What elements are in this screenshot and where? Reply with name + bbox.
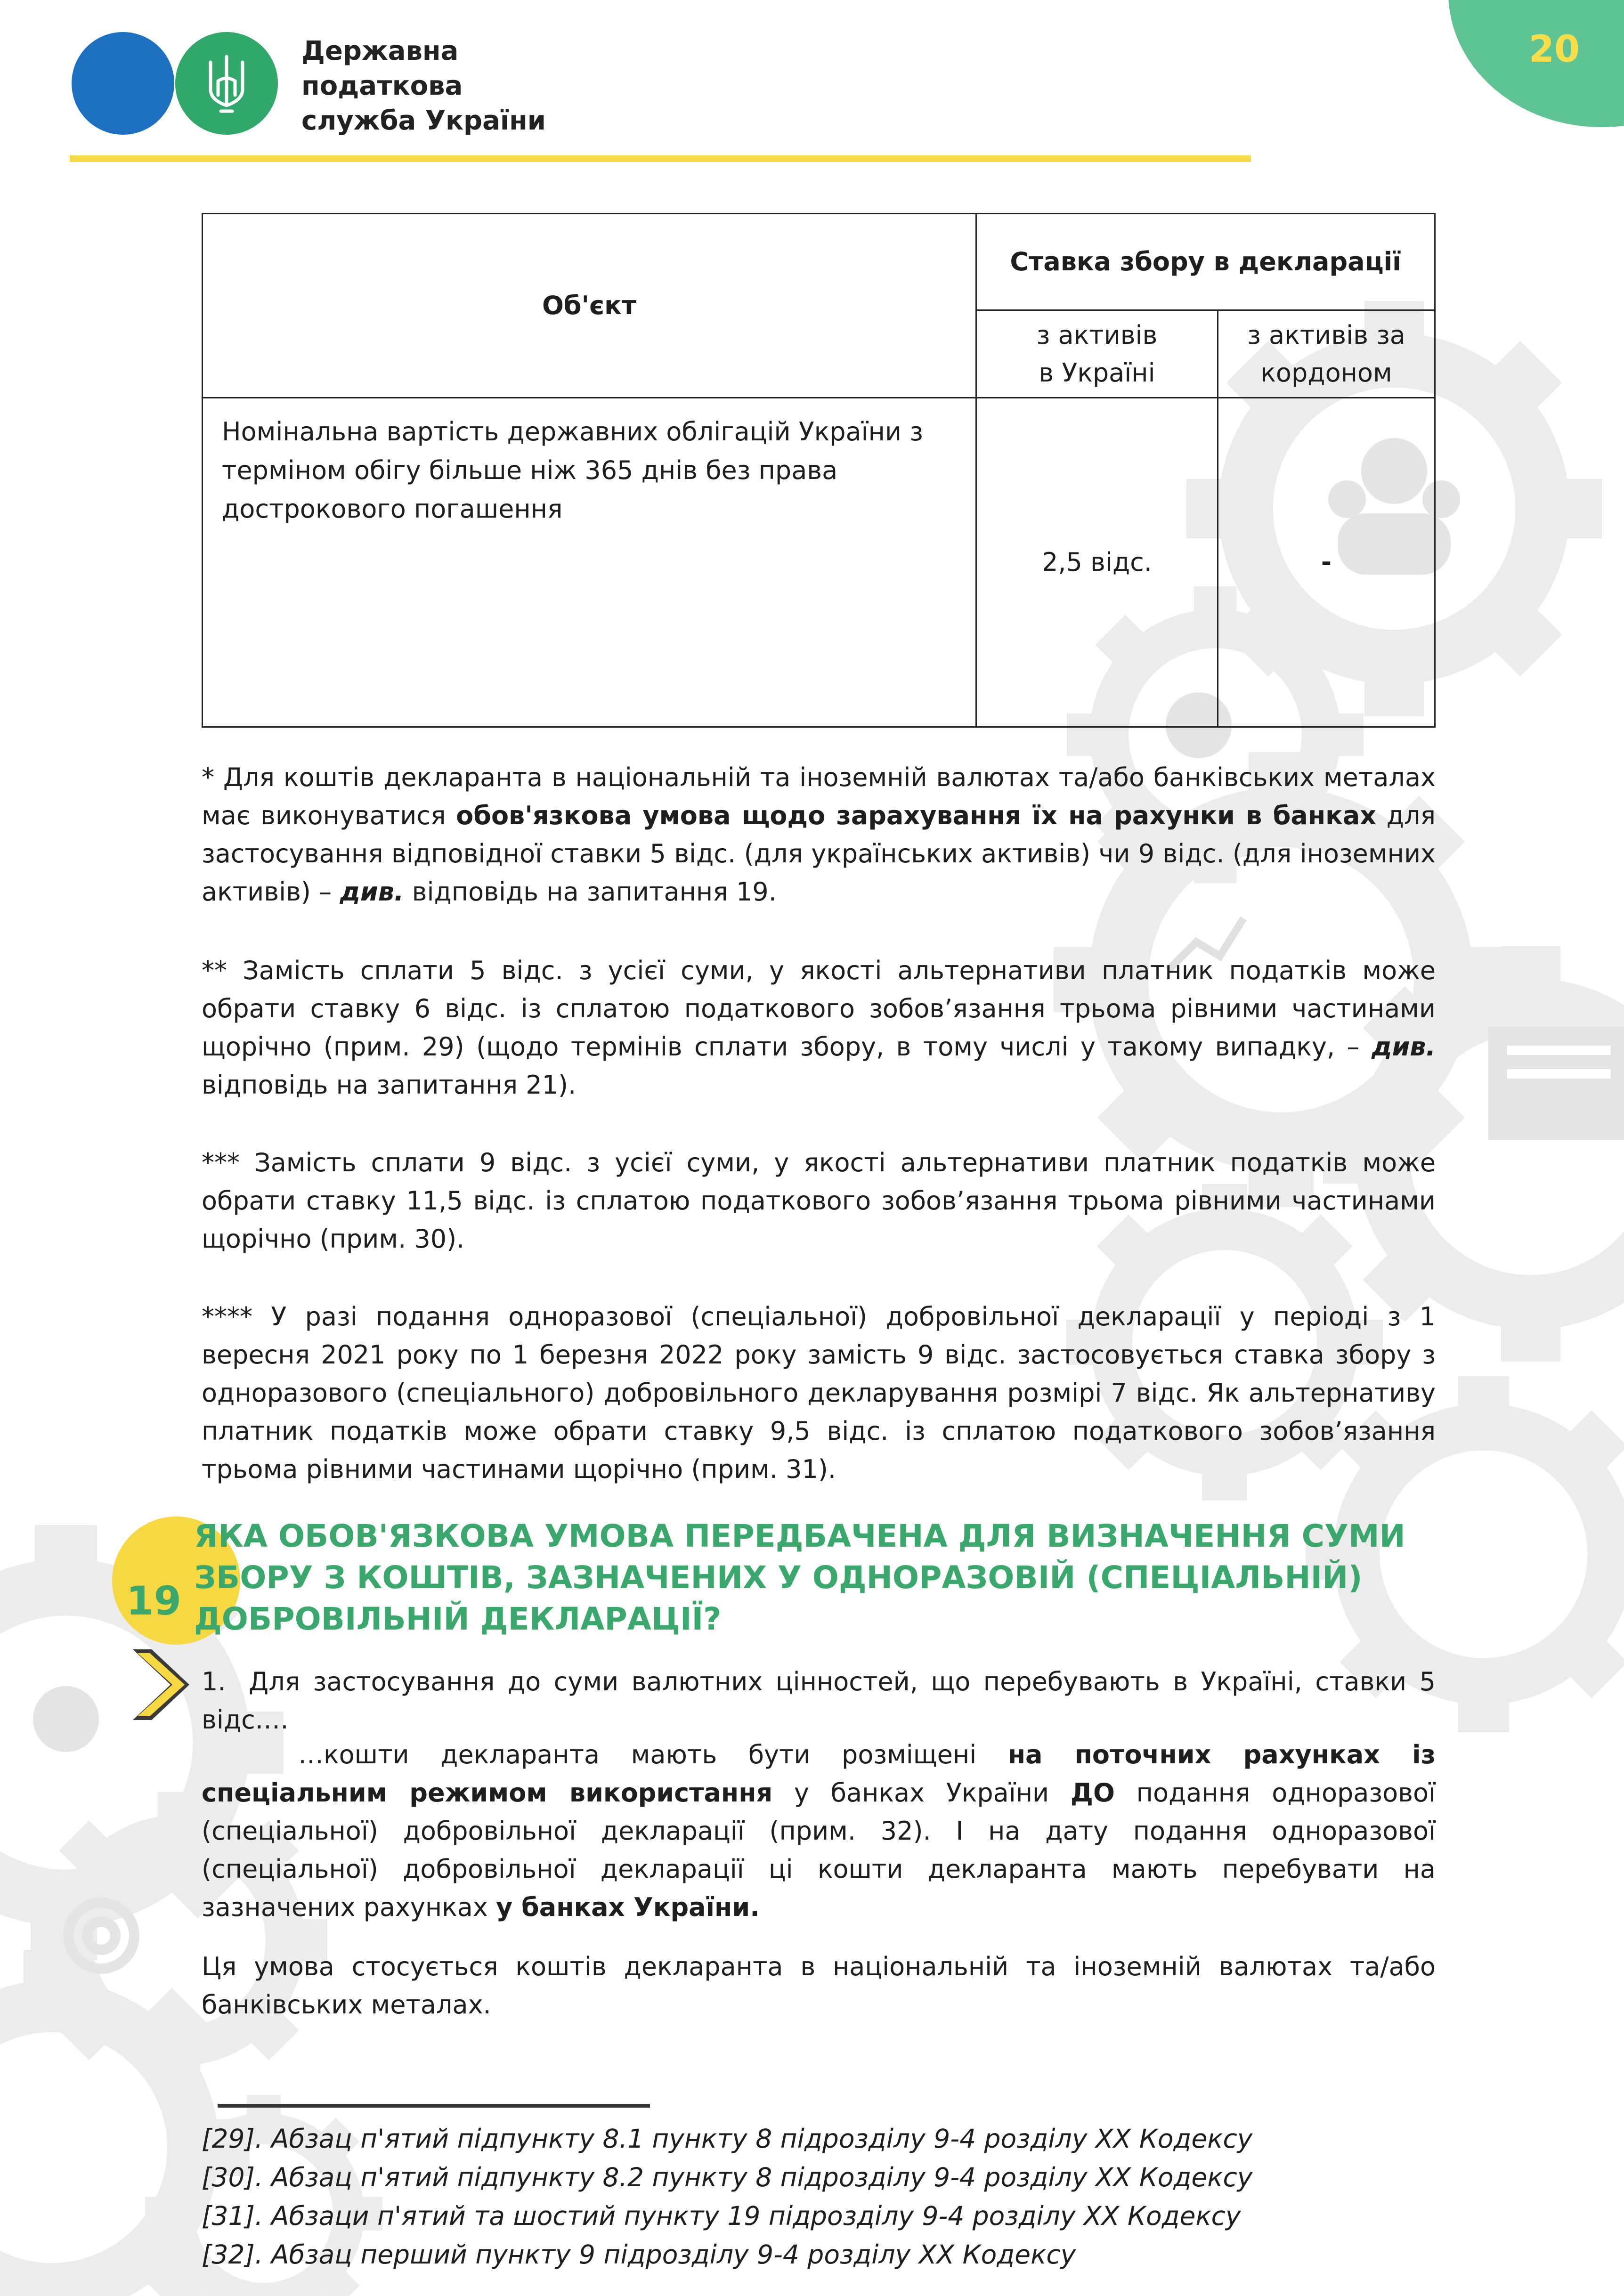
- pie-chart-icon: [33, 1686, 99, 1752]
- note-3: *** Замість сплати 9 відс. з усієї суми, у якості альтернативи платник податків може обрати ставку 11,5 відс. із сплатою податкового зобов’язання трьома рівними частинами щорічно (прим. 30).: [202, 1148, 1436, 1254]
- footnote-divider: [218, 2104, 650, 2108]
- section-paragraph-1: …кошти декларанта мають бути розміщені на поточних рахунках із спеціальним режимом використання у банках України ДО подання одноразової (спеціальної) добровільної декларації (прим. 32). І на дату подання одноразової (спеціальної) добровільної декларації ці кошти декларанта мають перебувати на зазначених рахунках у банках України.: [202, 1740, 1436, 1922]
- trident-icon: [204, 53, 249, 114]
- table-header-rate: Ставка збору в декларації: [976, 214, 1435, 310]
- table-subheader-abroad: з активів за кордоном: [1218, 310, 1435, 398]
- table-cell-object: Номінальна вартість державних облігацій України з терміном обігу більше ніж 365 днів без права дострокового погашення: [203, 398, 976, 727]
- table-header-object: Об'єкт: [203, 214, 976, 398]
- footnote-29: [29]. Абзац п'ятий підпункту 8.1 пункту 8 підрозділу 9-4 розділу XX Кодексу: [202, 2124, 1253, 2154]
- logo-green-circle: [175, 32, 278, 135]
- footnote-32: [32]. Абзац перший пункту 9 підрозділу 9-4 розділу XX Кодексу: [202, 2239, 1076, 2270]
- org-name-line-3: служба України: [301, 105, 546, 136]
- table-cell-rate-ukraine: 2,5 відс.: [976, 398, 1218, 727]
- footnote-31: [31]. Абзаци п'ятий та шостий пункту 19 підрозділу 9-4 розділу XX Кодексу: [202, 2201, 1241, 2231]
- organization-name: [301, 34, 546, 138]
- note-2: ** Замість сплати 5 відс. з усієї суми, у якості альтернативи платник податків може обрати ставку 6 відс. із сплатою податкового зобов’язання трьома рівними частинами щорічно (прим. 29) (щодо термінів сплати збору, в тому числі у такому випадку, – див. відповідь на запитання 21).: [202, 956, 1436, 1100]
- section-number: 19: [126, 1578, 181, 1624]
- logo-blue-circle: [72, 32, 174, 135]
- header-divider: [70, 155, 1251, 162]
- list-item-1: 1. Для застосування до суми валютних цінностей, що перебувають в Україні, ставки 5 відс.…: [202, 1667, 1436, 1735]
- org-name-line-2: податкова: [301, 71, 463, 101]
- footnotes: [202, 2119, 1252, 2274]
- envelope-icon: [1488, 1027, 1624, 1140]
- page-number: 20: [1528, 28, 1580, 71]
- table-cell-rate-abroad: -: [1218, 398, 1435, 727]
- note-4: **** У разі подання одноразової (спеціальної) добровільної декларації у періоді з 1 вересня 2021 року по 1 березня 2022 року замість 9 відс. застосовується ставка збору з одноразового (спеціального) добровільного декларування розмірі 7 відс. Як альтернативу платник податків може обрати ставку 9,5 відс. із сплатою податкового зобов’язання трьома рівними частинами щорічно (прим. 31).: [202, 1302, 1436, 1484]
- rate-table: [202, 213, 1436, 728]
- table-subheader-ukraine: з активів в Україні: [976, 310, 1218, 398]
- footnote-30: [30]. Абзац п'ятий підпункту 8.2 пункту 8 підрозділу 9-4 розділу XX Кодексу: [202, 2162, 1253, 2192]
- chevron-right-icon: [133, 1649, 194, 1720]
- note-1: * Для коштів декларанта в національній та іноземній валютах та/або банківських металах має виконуватися обов'язкова умова щодо зарахування їх на рахунки в банках для застосування відповідної ставки 5 відс. (для українських активів) чи 9 відс. (для іноземних активів) – див. відповідь на запитання 19.: [202, 763, 1436, 907]
- org-name-line-1: Державна: [301, 36, 459, 66]
- section-paragraph-2: Ця умова стосується коштів декларанта в національній та іноземній валютах та/або банківських металах.: [202, 1952, 1436, 2020]
- section-title: ЯКА ОБОВ'ЯЗКОВА УМОВА ПЕРЕДБАЧЕНА ДЛЯ ВИЗНАЧЕННЯ СУМИ ЗБОРУ З КОШТІВ, ЗАЗНАЧЕНИХ У ОДНОРАЗОВІЙ (СПЕЦІАЛЬНІЙ) ДОБРОВІЛЬНІЙ ДЕКЛАРАЦІЇ?: [194, 1518, 1405, 1637]
